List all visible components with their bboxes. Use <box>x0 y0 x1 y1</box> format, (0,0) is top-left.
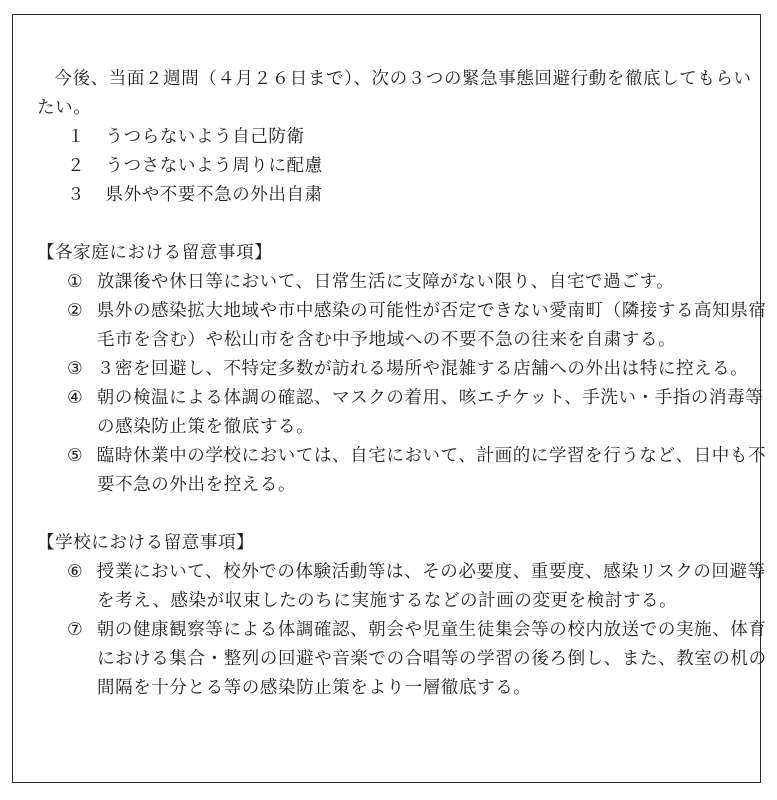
action-text: 県外や不要不急の外出自粛 <box>105 185 323 205</box>
household-heading: 【各家庭における留意事項】 <box>37 243 273 263</box>
school-items-list <box>37 558 767 703</box>
item-mark: ⑤ <box>67 446 84 466</box>
intro-paragraph: 今後、当面２週間（４月２６日まで）、次の３つの緊急事態回避行動を徹底してもらいたい。 <box>37 69 752 118</box>
list-item <box>37 384 767 442</box>
emergency-actions-list <box>37 123 767 210</box>
item-text: 放課後や休日等において、日常生活に支障がない限り、自宅で過ごす。 <box>96 272 675 292</box>
document-body <box>37 65 767 703</box>
action-number: １ <box>67 127 86 147</box>
household-items-list <box>37 268 767 500</box>
action-item <box>37 152 767 181</box>
action-item <box>37 123 767 152</box>
action-number: ２ <box>67 156 86 176</box>
list-item <box>37 616 767 703</box>
list-item <box>37 297 767 355</box>
list-item <box>37 558 767 616</box>
household-section <box>37 239 767 500</box>
item-text: 朝の健康観察等による体調確認、朝会や児童生徒集会等の校内放送での実施、体育における集合・整列の回避や音楽での合唱等の学習の後ろ倒し、また、教室の机の間隔を十分とる等の感染防止策をより一層徹底する。 <box>96 620 767 698</box>
list-item <box>37 355 767 384</box>
item-mark: ⑦ <box>67 620 84 640</box>
item-mark: ④ <box>67 388 84 408</box>
item-mark: ⑥ <box>67 562 84 582</box>
item-text: ３密を回避し、不特定多数が訪れる場所や混雑する店舗への外出は特に控える。 <box>96 359 749 379</box>
action-item <box>37 181 767 210</box>
action-text: うつらないよう自己防衛 <box>105 127 305 147</box>
item-mark: ① <box>67 272 84 292</box>
list-item <box>37 442 767 500</box>
item-text: 授業において、校外での体験活動等は、その必要度、重要度、感染リスクの回避等を考え、感染が収束したのちに実施するなどの計画の変更を検討する。 <box>96 562 766 611</box>
document-frame <box>12 14 767 783</box>
item-mark: ② <box>67 301 84 321</box>
item-text: 県外の感染拡大地域や市中感染の可能性が否定できない愛南町（隣接する高知県宿毛市を含む）や松山市を含む中予地域への不要不急の往来を自粛する。 <box>96 301 767 350</box>
school-section <box>37 529 767 703</box>
action-text: うつさないよう周りに配慮 <box>105 156 323 176</box>
list-item <box>37 268 767 297</box>
school-heading: 【学校における留意事項】 <box>37 533 255 553</box>
item-text: 臨時休業中の学校においては、自宅において、計画的に学習を行うなど、日中も不要不急の外出を控える。 <box>96 446 767 495</box>
item-text: 朝の検温による体調の確認、マスクの着用、咳エチケット、手洗い・手指の消毒等の感染防止策を徹底する。 <box>96 388 764 437</box>
item-mark: ③ <box>67 359 84 379</box>
action-number: ３ <box>67 185 86 205</box>
